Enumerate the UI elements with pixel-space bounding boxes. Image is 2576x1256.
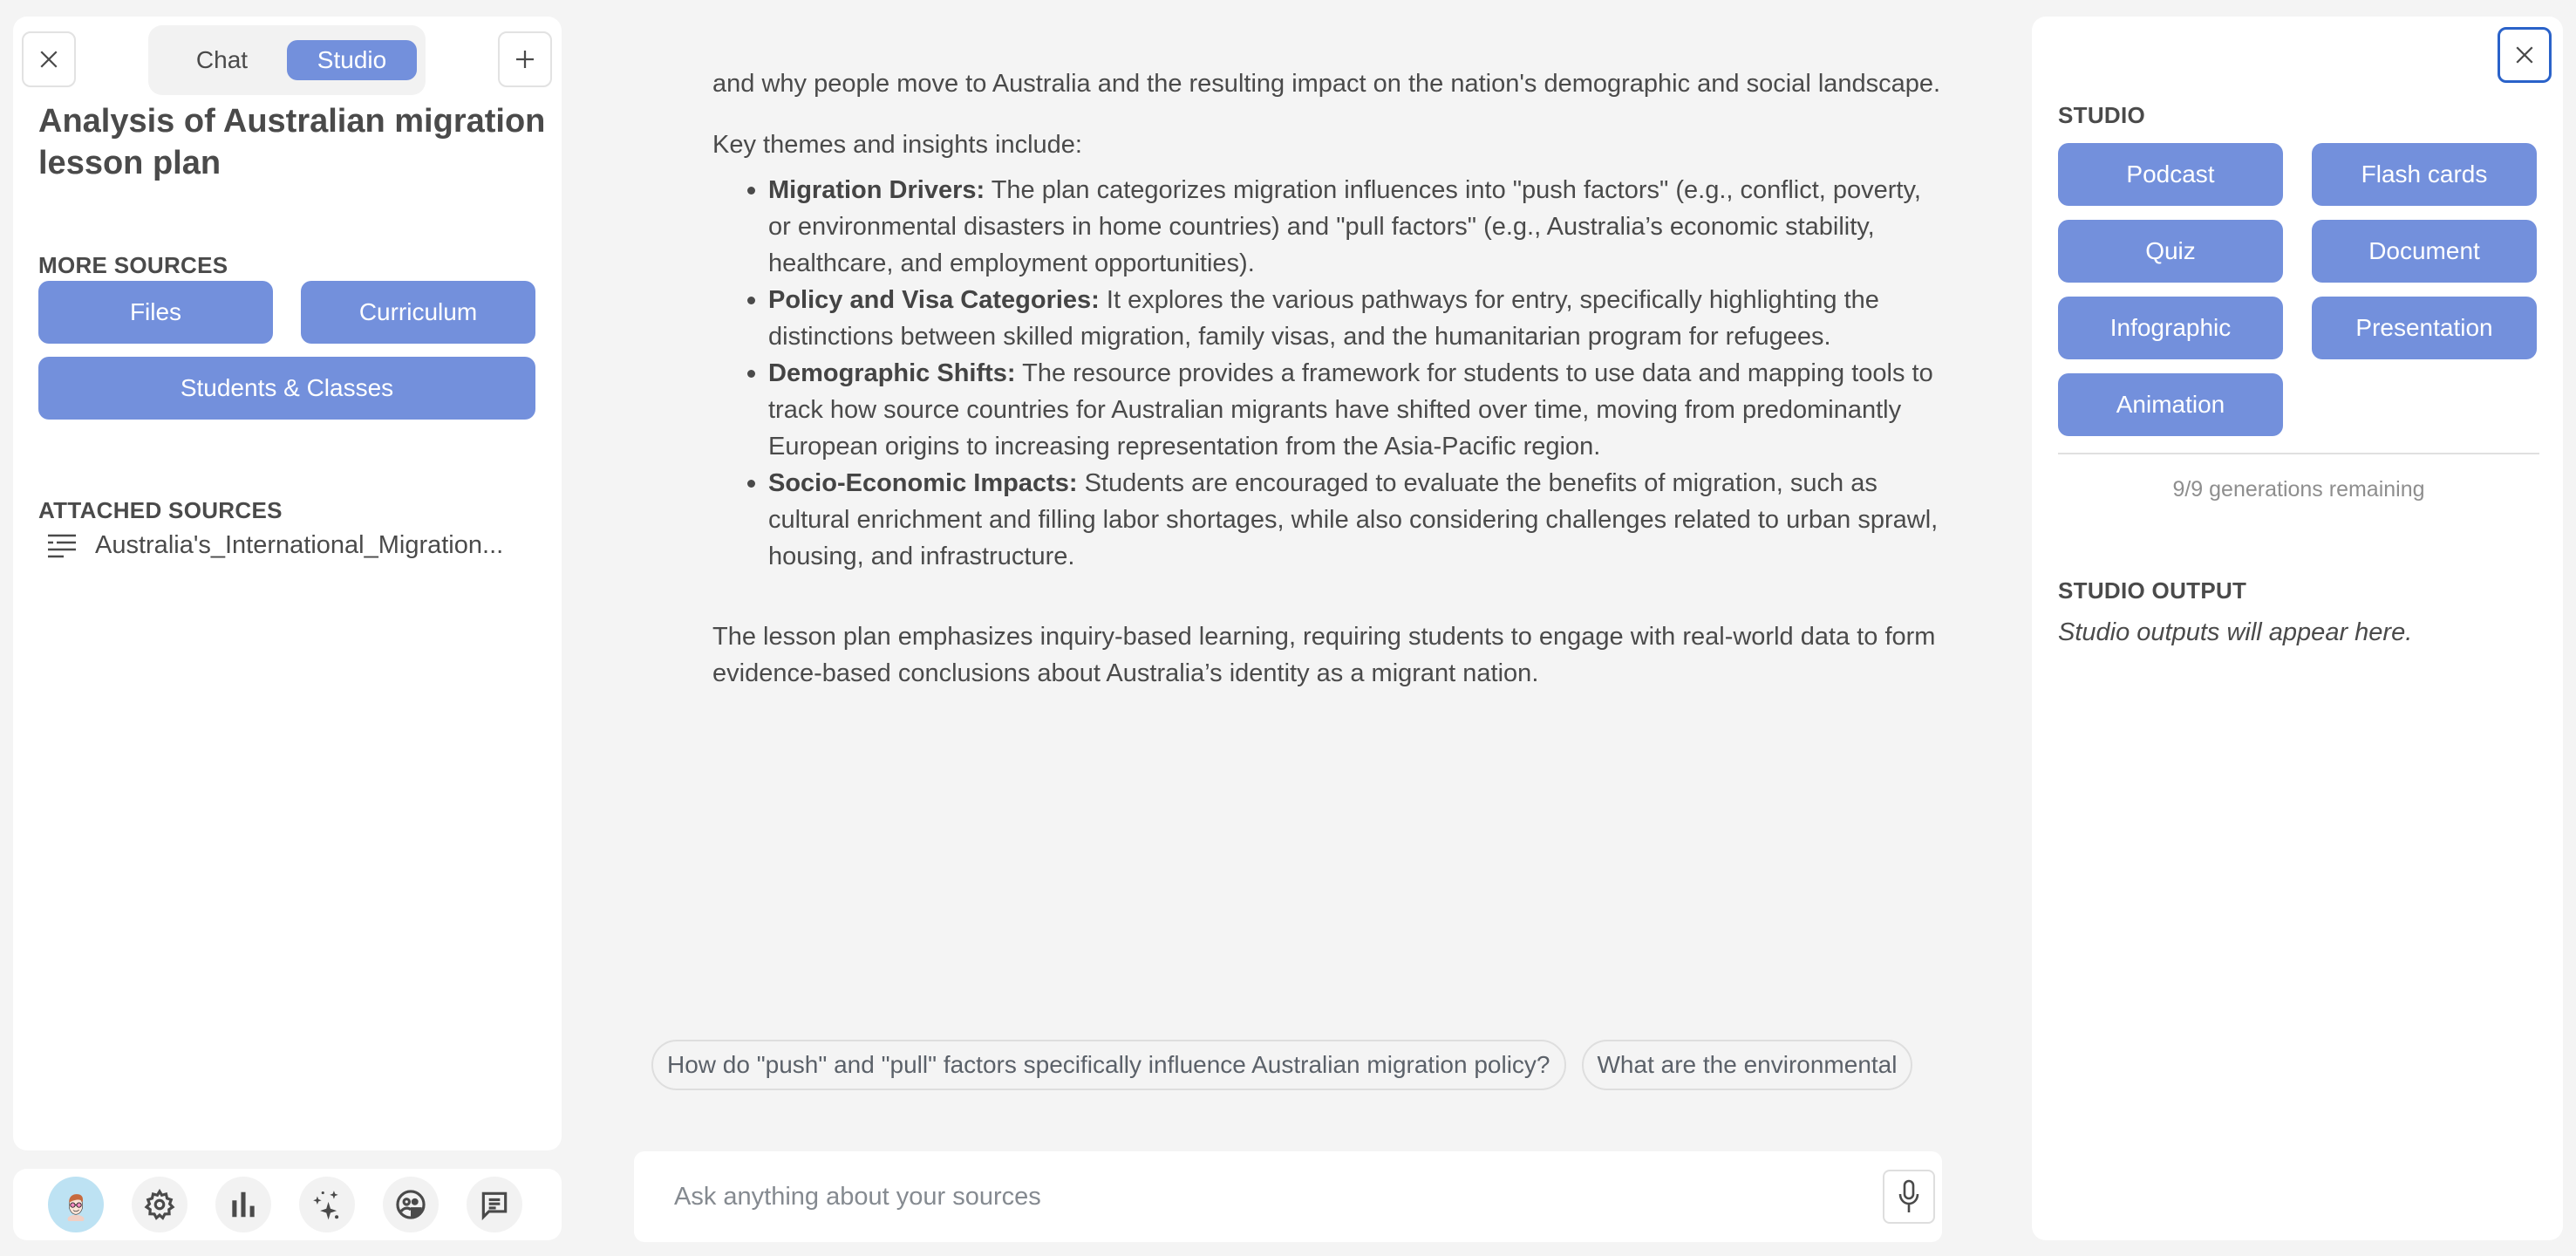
curriculum-button[interactable]: Curriculum bbox=[301, 281, 535, 344]
list-item bbox=[712, 172, 1942, 282]
studio-output-heading: STUDIO OUTPUT bbox=[2058, 577, 2247, 604]
bullet-text: It explores the various pathways for entry, specifically highlighting the distinctions between skilled migration, family visas, and the humanitarian program for refugees. bbox=[768, 286, 1879, 351]
plus-icon bbox=[512, 46, 538, 72]
left-panel bbox=[13, 17, 562, 1150]
chat-input-box bbox=[634, 1151, 1942, 1242]
bullet-text: The resource provides a framework for students to use data and mapping tools to track how source countries for Australian migrants have shifted over time, moving from predominantly European origins to increasing representation from the Asia-Pacific region. bbox=[768, 359, 1933, 461]
avatar[interactable] bbox=[48, 1177, 104, 1232]
notebook-title: Analysis of Australian migration lesson plan bbox=[38, 103, 546, 181]
suggestion-chip[interactable]: How do "push" and "pull" factors specifically influence Australian migration policy? bbox=[651, 1040, 1566, 1090]
generations-remaining: 9/9 generations remaining bbox=[2172, 477, 2425, 502]
response-intro-clipped: and why people move to Australia and the resulting impact on the nation's demographic and social landscape. bbox=[712, 70, 1941, 98]
quiz-button[interactable]: Quiz bbox=[2058, 220, 2283, 283]
attached-source-name: Australia's_International_Migration... bbox=[95, 531, 504, 559]
document-lines-icon bbox=[46, 533, 78, 559]
list-item bbox=[712, 465, 1942, 575]
podcast-button[interactable]: Podcast bbox=[2058, 143, 2283, 206]
microphone-button[interactable] bbox=[1883, 1170, 1935, 1224]
close-panel-button[interactable] bbox=[22, 31, 76, 87]
avatar-icon bbox=[59, 1188, 92, 1221]
microphone-icon bbox=[1898, 1179, 1920, 1214]
studio-output-placeholder: Studio outputs will appear here. bbox=[2058, 618, 2413, 646]
chat-response bbox=[712, 70, 1942, 716]
response-conclusion: The lesson plan emphasizes inquiry-based learning, requiring students to engage with real-world data to form evidence-based conclusions about Australia’s identity as a migrant nation. bbox=[712, 623, 1936, 687]
close-icon bbox=[2511, 42, 2538, 68]
flash-cards-button[interactable]: Flash cards bbox=[2312, 143, 2537, 206]
tab-chat[interactable]: Chat bbox=[195, 46, 249, 73]
bar-chart-icon bbox=[227, 1188, 260, 1221]
mode-toggle bbox=[148, 25, 426, 95]
settings-button[interactable] bbox=[132, 1177, 187, 1232]
files-button[interactable]: Files bbox=[38, 281, 273, 344]
sparkles-icon bbox=[310, 1188, 344, 1221]
bullet-title: Socio-Economic Impacts: bbox=[768, 469, 1078, 497]
ai-tools-button[interactable] bbox=[299, 1177, 355, 1232]
close-icon bbox=[36, 46, 62, 72]
infographic-button[interactable]: Infographic bbox=[2058, 297, 2283, 359]
feedback-button[interactable] bbox=[467, 1177, 522, 1232]
bullet-title: Policy and Visa Categories: bbox=[768, 286, 1100, 314]
suggested-questions bbox=[651, 1040, 1942, 1092]
divider bbox=[2058, 453, 2539, 454]
gear-icon bbox=[143, 1188, 176, 1221]
themes-list bbox=[712, 172, 1942, 575]
suggestion-chip[interactable]: What are the environmental bbox=[1582, 1040, 1913, 1090]
bottom-toolbar bbox=[13, 1169, 562, 1240]
themes-intro: Key themes and insights include: bbox=[712, 131, 1082, 159]
chat-bubble-icon bbox=[478, 1188, 511, 1221]
face-icon bbox=[394, 1188, 427, 1221]
students-classes-button[interactable]: Students & Classes bbox=[38, 357, 535, 420]
studio-heading: STUDIO bbox=[2058, 102, 2146, 128]
studio-tools-grid bbox=[2058, 143, 2539, 436]
studio-panel bbox=[2032, 17, 2563, 1240]
bullet-text: The plan categorizes migration influences into "push factors" (e.g., conflict, poverty, or environmental disasters in home countries) and "pull factors" (e.g., Australia’s economic stability, healthcare, and employment opportunities). bbox=[768, 176, 1921, 277]
list-item bbox=[712, 282, 1942, 355]
bullet-title: Demographic Shifts: bbox=[768, 359, 1016, 387]
attached-source-item[interactable] bbox=[46, 531, 503, 560]
bullet-text: Students are encouraged to evaluate the benefits of migration, such as cultural enrichment and filling labor shortages, while also considering challenges related to urban sprawl, housing, and infrastructure. bbox=[768, 469, 1939, 570]
presentation-button[interactable]: Presentation bbox=[2312, 297, 2537, 359]
list-item bbox=[712, 355, 1942, 465]
more-sources-heading: MORE SOURCES bbox=[38, 252, 228, 278]
document-button[interactable]: Document bbox=[2312, 220, 2537, 283]
close-studio-button[interactable] bbox=[2498, 27, 2552, 83]
new-notebook-button[interactable] bbox=[498, 31, 552, 87]
bullet-title: Migration Drivers: bbox=[768, 176, 985, 204]
chat-input[interactable] bbox=[674, 1183, 1883, 1212]
analytics-button[interactable] bbox=[215, 1177, 271, 1232]
animation-button[interactable]: Animation bbox=[2058, 373, 2283, 436]
tab-studio[interactable]: Studio bbox=[287, 40, 417, 80]
personas-button[interactable] bbox=[383, 1177, 439, 1232]
attached-sources-heading: ATTACHED SOURCES bbox=[38, 497, 283, 523]
